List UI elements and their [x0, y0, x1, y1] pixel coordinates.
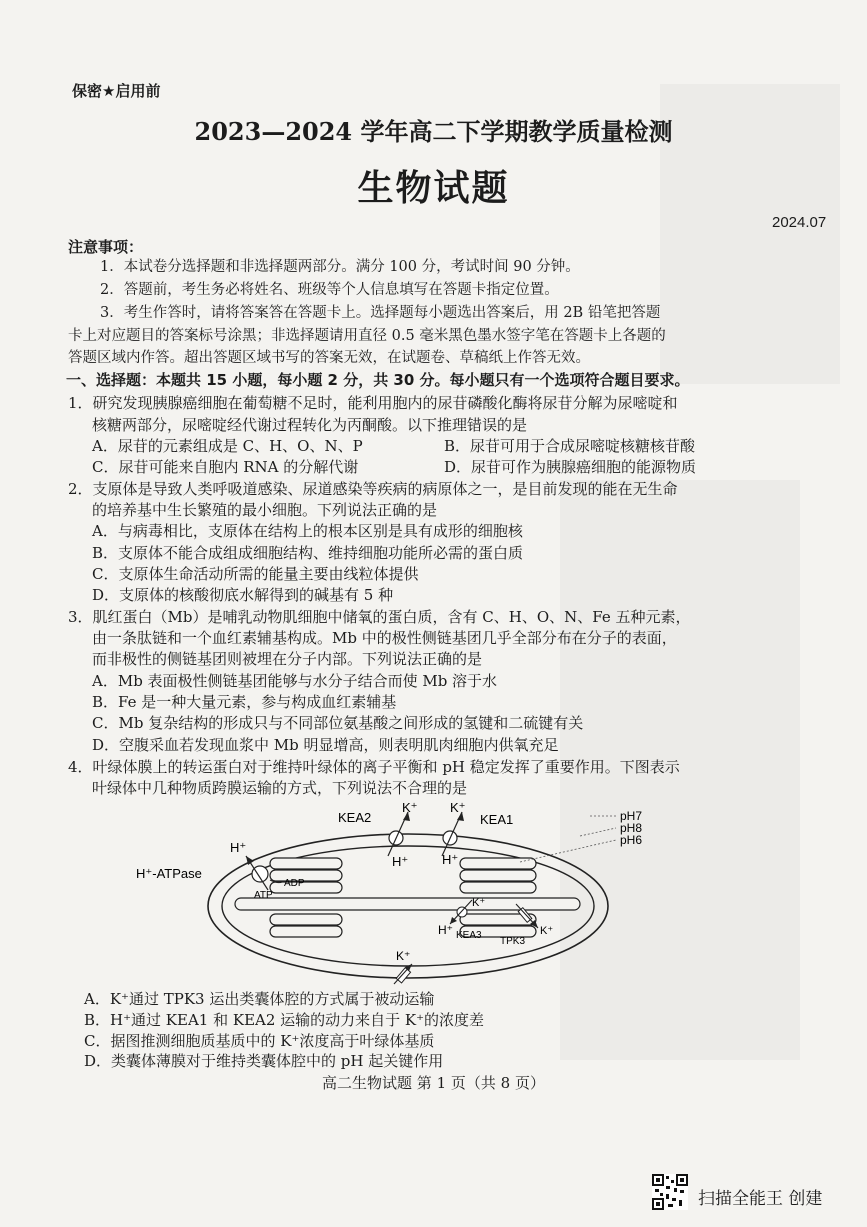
kea1-h-label: H⁺	[442, 852, 459, 867]
question-2-option-c: C．支原体生命活动所需的能量主要由线粒体提供	[92, 565, 419, 583]
envelope-k-channel	[394, 964, 412, 984]
notice-item: 卡上对应题目的答案标号涂黑；非选择题请用直径 0.5 毫米黑色墨水签字笔在答题卡上各题的	[68, 328, 666, 344]
ph6-label: pH6	[620, 833, 643, 847]
question-3-line: 由一条肽链和一个血红素辅基构成。Mb 中的极性侧链基团几乎全部分布在分子的表面，	[92, 629, 677, 647]
kea2-label: KEA2	[338, 810, 372, 825]
atp-label: ATP	[254, 890, 273, 901]
notice-item: 答题区域内作答。超出答题区域书写的答案无效，在试题卷、草稿纸上作答无效。	[68, 350, 590, 366]
scanner-watermark: 扫描全能王 创建	[698, 1189, 823, 1209]
kea3-k-label: K⁺	[472, 897, 486, 909]
question-4-option-d: D．类囊体薄膜对于维持类囊体腔中的 pH 起关键作用	[84, 1052, 444, 1070]
exam-subtitle: 生物试题	[357, 167, 510, 209]
notice-item: 2．答题前，考生务必将姓名、班级等个人信息填写在答题卡指定位置。	[100, 282, 559, 298]
question-4-option-a: A．K⁺通过 TPK3 运出类囊体腔的方式属于被动运输	[84, 990, 435, 1008]
question-1-option-c: C．尿苷可能来自胞内 RNA 的分解代谢	[92, 458, 359, 476]
question-3-option-b: B．Fe 是一种大量元素，参与构成血红素辅基	[92, 693, 397, 711]
notice-item: 1．本试卷分选择题和非选择题两部分。满分 100 分，考试时间 90 分钟。	[100, 259, 580, 275]
tpk3-k-label: K⁺	[540, 925, 554, 937]
notice-item: 3．考生作答时，请将答案答在答题卡上。选择题每小题选出答案后，用 2B 铅笔把答题	[100, 305, 661, 321]
tpk3-label: TPK3	[500, 936, 526, 947]
question-3-line: 3．肌红蛋白（Mb）是哺乳动物肌细胞中储氧的蛋白质，含有 C、H、O、N、Fe 五种元素，	[68, 608, 691, 626]
question-4-option-c: C．据图推测细胞质基质中的 K⁺浓度高于叶绿体基质	[84, 1032, 435, 1050]
question-2-option-b: B．支原体不能合成组成细胞结构、维持细胞功能所必需的蛋白质	[92, 544, 524, 562]
section-heading: 一、选择题：本题共 15 小题，每小题 2 分，共 30 分。每小题只有一个选项符合题目要求。	[66, 371, 690, 389]
question-4-option-b: B．H⁺通过 KEA1 和 KEA2 运输的动力来自于 K⁺的浓度差	[84, 1011, 485, 1029]
question-2-line: 的培养基中生长繁殖的最小细胞。下列说法正确的是	[92, 501, 438, 519]
kea2-k-label: K⁺	[402, 800, 418, 815]
question-3-option-a: A．Mb 表面极性侧链基团能够与水分子结合而使 Mb 溶于水	[92, 672, 498, 690]
h-atpase-label: H⁺-ATPase	[136, 866, 202, 881]
ph-leader-lines	[520, 816, 616, 862]
kea1-label: KEA1	[480, 812, 514, 827]
question-2-option-a: A．与病毒相比，支原体在结构上的根本区别是具有成形的细胞核	[92, 522, 523, 540]
question-1-option-a: A．尿苷的元素组成是 C、H、O、N、P	[92, 437, 363, 455]
exam-title: 2023—2024 学年高二下学期教学质量检测	[194, 117, 673, 146]
notice-heading: 注意事项：	[68, 238, 144, 256]
question-1-option-b: B．尿苷可用于合成尿嘧啶核糖核苷酸	[444, 437, 696, 455]
question-3-option-c: C．Mb 复杂结构的形成只与不同部位氨基酸之间形成的氢键和二硫键有关	[92, 714, 584, 732]
kea3-label: KEA3	[456, 930, 482, 941]
stroma-lamella	[235, 898, 580, 910]
question-4-line: 叶绿体中几种物质跨膜运输的方式，下列说法不合理的是	[92, 779, 468, 797]
h-atpase-h-label: H⁺	[230, 840, 247, 855]
chloroplast-transport-diagram	[120, 798, 700, 988]
question-1-line: 核糖两部分，尿嘧啶经代谢过程转化为丙酮酸。以下推理错误的是	[92, 416, 528, 434]
envelope-k-label: K⁺	[396, 949, 411, 963]
question-1-line: 1．研究发现胰腺癌细胞在葡萄糖不足时，能利用胞内的尿苷磷酸化酶将尿苷分解为尿嘧啶和	[68, 394, 678, 412]
question-4-line: 4．叶绿体膜上的转运蛋白对于维持叶绿体的离子平衡和 pH 稳定发挥了重要作用。下图表示	[68, 758, 680, 776]
kea1-k-label: K⁺	[450, 800, 466, 815]
kea3-h-label: H⁺	[438, 923, 453, 937]
kea1-transporter	[442, 812, 464, 856]
page-footer: 高二生物试题 第 1 页（共 8 页）	[322, 1074, 545, 1092]
question-3-line: 而非极性的侧链基团则被埋在分子内部。下列说法正确的是	[92, 650, 483, 668]
qr-code-icon	[652, 1174, 688, 1210]
exam-date: 2024.07	[772, 214, 827, 231]
ph8-label: pH8	[620, 821, 643, 835]
question-2-option-d: D．支原体的核酸彻底水解得到的碱基有 5 种	[92, 586, 394, 604]
question-3-option-d: D．空腹采血若发现血浆中 Mb 明显增高，则表明肌肉细胞内供氧充足	[92, 736, 559, 754]
confidential-tag: 保密★启用前	[72, 82, 161, 100]
question-1-option-d: D．尿苷可作为胰腺癌细胞的能源物质	[444, 458, 697, 476]
adp-label: ADP	[284, 878, 305, 889]
kea2-h-label: H⁺	[392, 854, 409, 869]
ph7-label: pH7	[620, 809, 643, 823]
question-2-line: 2．支原体是导致人类呼吸道感染、尿道感染等疾病的病原体之一，是目前发现的能在无生命	[68, 480, 678, 498]
